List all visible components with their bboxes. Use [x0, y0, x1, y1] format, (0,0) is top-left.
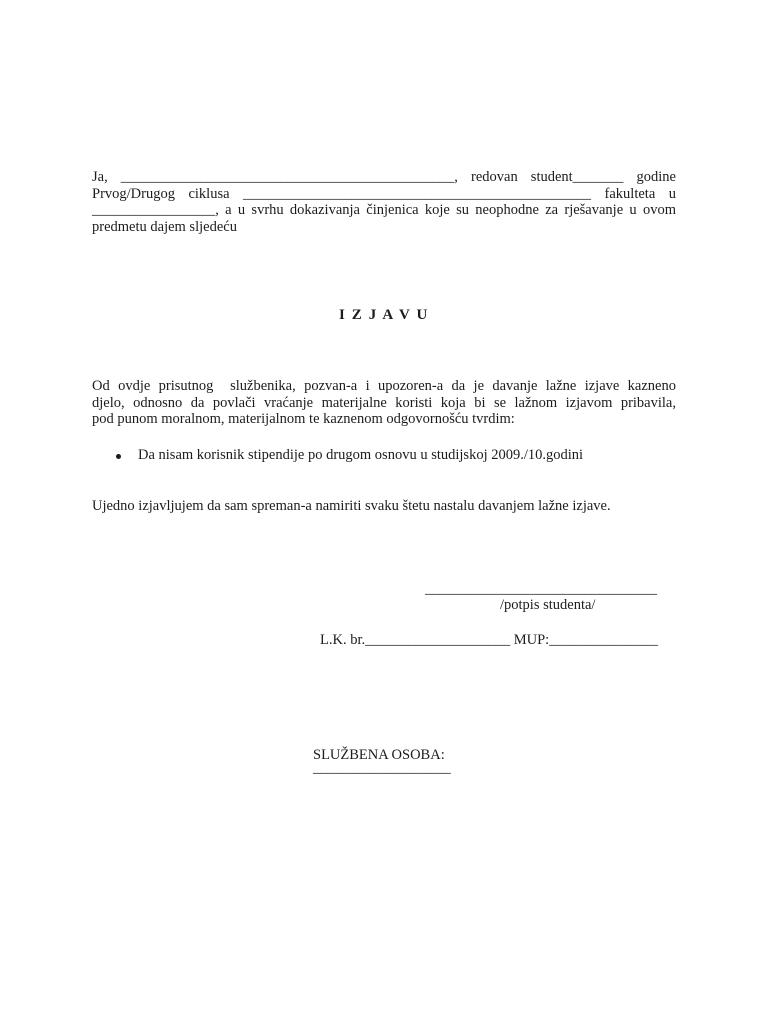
official-person-label: SLUŽBENA OSOBA:: [313, 747, 445, 763]
intro-line-name-student-year: Ja, ______________________________________________, redovan student_______ godine: [92, 169, 676, 185]
bullet-marker-icon: [116, 454, 121, 459]
id-card-line: L.K. br.____________________ MUP:_______________: [320, 632, 658, 648]
statement-line: djelo, odnosno da povlači vraćanje materijalne koristi koja bi se lažnom izjavom pribavila,: [92, 394, 676, 411]
intro-line-purpose: _________________, a u svrhu dokazivanja činjenica koje su neophodne za rješavanje u ovom: [92, 202, 676, 219]
signature-label: /potpis studenta/: [500, 597, 596, 613]
signature-line: ________________________________: [425, 581, 657, 597]
official-signature-line: ___________________: [313, 760, 451, 776]
intro-line-cycle-faculty: Prvog/Drugog ciklusa ________________________________________________ fakulteta u: [92, 185, 676, 202]
closing-statement: Ujedno izjavljujem da sam spreman-a namiriti svaku štetu nastalu davanjem lažne izjave.: [92, 498, 611, 514]
intro-paragraph: [92, 169, 676, 236]
statement-line: pod punom moralnom, materijalnom te kaznenom odgovornošću tvrdim:: [92, 411, 515, 428]
intro-line-end: predmetu dajem sljedeću: [92, 219, 237, 236]
statement-paragraph: [92, 378, 676, 428]
bullet-item-text: Da nisam korisnik stipendije po drugom osnovu u studijskoj 2009./10.godini: [138, 447, 584, 463]
statement-line: Od ovdje prisutnog službenika, pozvan-a i upozoren-a da je davanje lažne izjave kazneno: [92, 378, 676, 394]
document-title: I Z J A V U: [339, 307, 429, 323]
